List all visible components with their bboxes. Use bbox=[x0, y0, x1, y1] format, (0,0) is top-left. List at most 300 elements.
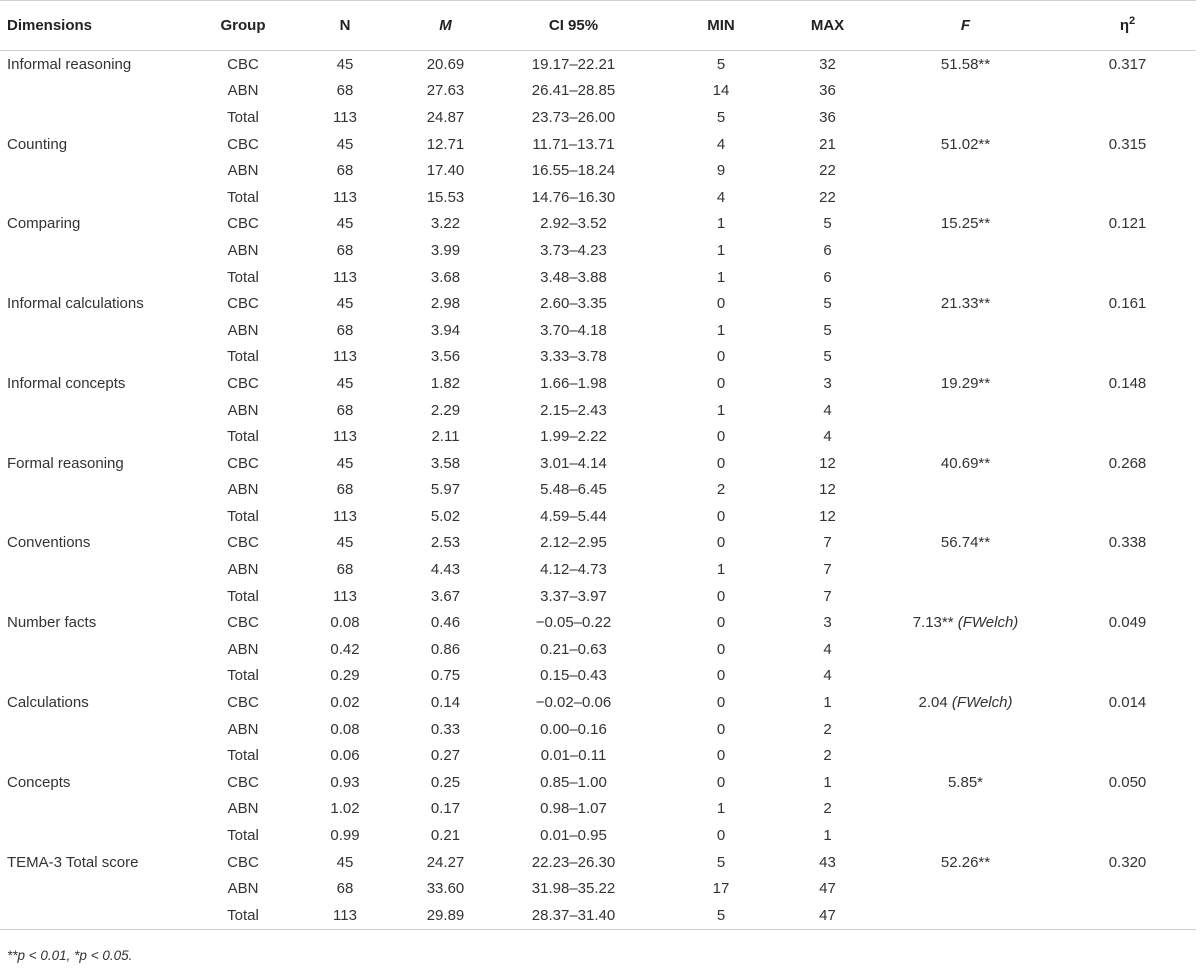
cell-f bbox=[872, 211, 1059, 238]
cell-n: 45 bbox=[336, 534, 354, 552]
cell-group: CBC bbox=[227, 55, 259, 73]
cell-m: 29.89 bbox=[403, 902, 488, 929]
cell-eta: 0.338 bbox=[1108, 534, 1147, 552]
cell-group: Total bbox=[227, 747, 259, 765]
cell-min: 1 bbox=[716, 561, 726, 579]
cell-dimension bbox=[0, 423, 199, 450]
cell-eta bbox=[1059, 663, 1196, 690]
cell-max: 6 bbox=[823, 268, 832, 286]
f-value: 15.25** bbox=[940, 215, 991, 233]
table-row bbox=[0, 51, 1196, 78]
cell-group: CBC bbox=[227, 454, 259, 472]
cell-max: 2 bbox=[823, 800, 832, 818]
cell-max: 21 bbox=[819, 135, 836, 153]
header-eta-superscript: 2 bbox=[1129, 15, 1136, 27]
table-row bbox=[0, 556, 1196, 583]
cell-max: 47 bbox=[819, 880, 836, 898]
cell-m: 5.97 bbox=[430, 481, 461, 499]
cell-n: 68 bbox=[336, 401, 354, 419]
cell-ci: 11.71–13.71 bbox=[532, 135, 615, 153]
cell-m: 1.82 bbox=[430, 374, 461, 392]
cell-min: 5 bbox=[716, 853, 726, 871]
cell-min: 17 bbox=[712, 880, 730, 898]
cell-min: 5 bbox=[659, 902, 783, 929]
header-n: N bbox=[287, 1, 403, 51]
cell-ci: 3.01–4.14 bbox=[540, 454, 607, 472]
cell-dimension bbox=[0, 397, 199, 424]
cell-f bbox=[872, 104, 1059, 131]
cell-min: 0 bbox=[716, 295, 726, 313]
cell-min: 0 bbox=[716, 614, 726, 632]
cell-m: 0.21 bbox=[430, 827, 461, 845]
cell-ci: 0.15–0.43 bbox=[540, 667, 607, 685]
cell-min: 4 bbox=[716, 135, 726, 153]
cell-max: 4 bbox=[823, 640, 832, 658]
cell-n: 68 bbox=[336, 561, 354, 579]
cell-ci: 0.01–0.11 bbox=[540, 747, 607, 765]
cell-max: 4 bbox=[823, 401, 832, 419]
cell-max: 1 bbox=[823, 694, 832, 712]
cell-dimension bbox=[0, 344, 199, 371]
cell-dimension bbox=[0, 742, 199, 769]
cell-min: 0 bbox=[716, 827, 726, 845]
cell-m: 2.53 bbox=[430, 534, 461, 552]
cell-eta: 0.315 bbox=[1108, 135, 1147, 153]
f-note: (FWelch) bbox=[957, 614, 1019, 632]
cell-eta bbox=[1059, 583, 1196, 610]
cell-max: 7 bbox=[823, 534, 832, 552]
cell-n: 113 bbox=[333, 507, 357, 525]
cell-dimension: Formal reasoning bbox=[7, 454, 124, 472]
cell-max: 4 bbox=[823, 667, 832, 685]
cell-min: 0 bbox=[716, 587, 726, 605]
cell-n: 45 bbox=[336, 853, 354, 871]
cell-m: 3.99 bbox=[430, 241, 461, 259]
cell-eta: 0.014 bbox=[1108, 694, 1147, 712]
cell-group: ABN bbox=[227, 401, 259, 419]
table-row bbox=[0, 822, 1196, 849]
table-row bbox=[0, 450, 1196, 477]
cell-f bbox=[872, 477, 1059, 504]
cell-dimension bbox=[0, 237, 199, 264]
cell-min: 4 bbox=[716, 188, 726, 206]
cell-f bbox=[872, 423, 1059, 450]
cell-eta bbox=[1059, 264, 1196, 291]
cell-eta bbox=[1059, 184, 1196, 211]
cell-eta bbox=[1059, 902, 1196, 929]
cell-f bbox=[872, 875, 1059, 902]
cell-dimension: TEMA-3 Total score bbox=[7, 853, 139, 871]
cell-max: 36 bbox=[819, 82, 836, 100]
cell-eta: 0.161 bbox=[1108, 295, 1147, 313]
cell-dimension bbox=[0, 264, 199, 291]
cell-m: 0.75 bbox=[430, 667, 461, 685]
cell-n: 68 bbox=[336, 241, 354, 259]
cell-max: 4 bbox=[823, 428, 832, 446]
cell-max: 22 bbox=[819, 188, 836, 206]
cell-ci: 28.37–31.40 bbox=[488, 902, 659, 929]
cell-ci: 0.01–0.95 bbox=[540, 827, 607, 845]
cell-f bbox=[872, 131, 1059, 158]
table-row bbox=[0, 131, 1196, 158]
cell-n: 113 bbox=[333, 108, 357, 126]
cell-group: Total bbox=[227, 428, 259, 446]
cell-ci: 0.98–1.07 bbox=[540, 800, 607, 818]
cell-max: 12 bbox=[819, 481, 836, 499]
cell-max: 2 bbox=[823, 720, 832, 738]
cell-n: 0.29 bbox=[330, 667, 360, 685]
cell-ci: 0.85–1.00 bbox=[540, 773, 607, 791]
table-row bbox=[0, 317, 1196, 344]
cell-group: ABN bbox=[227, 321, 259, 339]
cell-eta bbox=[1059, 237, 1196, 264]
f-value: 5.85* bbox=[947, 773, 984, 791]
table-row bbox=[0, 477, 1196, 504]
cell-f bbox=[872, 157, 1059, 184]
f-value: 51.58** bbox=[940, 55, 991, 73]
cell-dimension: Counting bbox=[7, 135, 68, 153]
cell-max: 2 bbox=[823, 747, 832, 765]
table-row bbox=[0, 78, 1196, 105]
cell-min: 2 bbox=[716, 481, 726, 499]
cell-min: 1 bbox=[716, 241, 726, 259]
cell-m: 0.25 bbox=[430, 773, 461, 791]
cell-min: 0 bbox=[716, 720, 726, 738]
cell-group: ABN bbox=[227, 561, 259, 579]
cell-n: 68 bbox=[336, 82, 354, 100]
cell-f bbox=[872, 689, 1059, 716]
cell-max: 7 bbox=[823, 587, 832, 605]
cell-ci: 3.33–3.78 bbox=[540, 348, 607, 366]
header-max: MAX bbox=[783, 1, 872, 51]
cell-max: 22 bbox=[819, 162, 836, 180]
cell-dimension bbox=[0, 556, 199, 583]
cell-group: Total bbox=[227, 587, 259, 605]
cell-n: 113 bbox=[333, 188, 357, 206]
cell-eta bbox=[1059, 477, 1196, 504]
cell-n: 0.08 bbox=[330, 614, 360, 632]
cell-group: CBC bbox=[227, 614, 259, 632]
cell-min: 0 bbox=[716, 534, 726, 552]
cell-eta bbox=[1059, 556, 1196, 583]
cell-dimension bbox=[0, 796, 199, 823]
cell-group: ABN bbox=[227, 880, 259, 898]
cell-m: 0.14 bbox=[430, 694, 461, 712]
cell-ci: 26.41–28.85 bbox=[531, 82, 616, 100]
f-value: 40.69** bbox=[940, 454, 991, 472]
cell-ci: 31.98–35.22 bbox=[531, 880, 616, 898]
cell-dimension: Informal concepts bbox=[7, 374, 126, 392]
cell-group: CBC bbox=[227, 694, 259, 712]
cell-eta bbox=[1059, 78, 1196, 105]
cell-max: 5 bbox=[823, 348, 832, 366]
cell-min: 5 bbox=[716, 55, 726, 73]
table-row bbox=[0, 264, 1196, 291]
cell-f bbox=[872, 51, 1059, 78]
f-value: 21.33** bbox=[940, 295, 991, 313]
cell-n: 113 bbox=[333, 428, 357, 446]
cell-dimension bbox=[0, 875, 199, 902]
cell-n: 45 bbox=[336, 295, 354, 313]
cell-group: CBC bbox=[227, 534, 259, 552]
cell-min: 0 bbox=[716, 773, 726, 791]
cell-n: 45 bbox=[336, 454, 354, 472]
cell-min: 1 bbox=[716, 215, 726, 233]
cell-dimension bbox=[0, 477, 199, 504]
cell-n: 113 bbox=[287, 902, 403, 929]
cell-ci: 0.21–0.63 bbox=[540, 640, 607, 658]
cell-min: 1 bbox=[716, 800, 726, 818]
f-value: 2.04 bbox=[918, 694, 948, 712]
cell-min: 0 bbox=[716, 507, 726, 525]
cell-ci: 16.55–18.24 bbox=[531, 162, 616, 180]
cell-eta: 0.317 bbox=[1108, 55, 1147, 73]
cell-ci: 2.92–3.52 bbox=[540, 215, 607, 233]
cell-f bbox=[872, 237, 1059, 264]
cell-dimension bbox=[0, 157, 199, 184]
cell-min: 9 bbox=[716, 162, 726, 180]
cell-m: 20.69 bbox=[426, 55, 465, 73]
table-row bbox=[0, 184, 1196, 211]
cell-m: 3.94 bbox=[430, 321, 461, 339]
cell-eta: 0.268 bbox=[1108, 454, 1147, 472]
cell-max: 32 bbox=[819, 55, 836, 73]
cell-eta: 0.121 bbox=[1108, 215, 1147, 233]
cell-f bbox=[872, 450, 1059, 477]
f-value: 7.13** bbox=[912, 614, 954, 632]
cell-eta bbox=[1059, 397, 1196, 424]
cell-f bbox=[872, 344, 1059, 371]
cell-eta bbox=[1059, 157, 1196, 184]
cell-m: 12.71 bbox=[426, 135, 465, 153]
cell-group: CBC bbox=[227, 853, 259, 871]
cell-f bbox=[872, 902, 1059, 929]
cell-ci: 4.59–5.44 bbox=[540, 507, 607, 525]
cell-group: Total bbox=[227, 827, 259, 845]
cell-dimension: Conventions bbox=[7, 534, 91, 552]
cell-eta bbox=[1059, 875, 1196, 902]
cell-ci: 0.00–0.16 bbox=[540, 720, 607, 738]
table-row bbox=[0, 530, 1196, 557]
cell-min: 0 bbox=[716, 694, 726, 712]
f-value: 52.26** bbox=[940, 853, 991, 871]
cell-max: 5 bbox=[823, 321, 832, 339]
table-row bbox=[0, 769, 1196, 796]
cell-group: ABN bbox=[227, 640, 259, 658]
cell-group: CBC bbox=[227, 295, 259, 313]
header-f: F bbox=[872, 1, 1059, 51]
cell-ci: 3.48–3.88 bbox=[540, 268, 607, 286]
table-body bbox=[0, 51, 1196, 930]
cell-eta bbox=[1059, 344, 1196, 371]
cell-f bbox=[872, 370, 1059, 397]
cell-f bbox=[872, 264, 1059, 291]
cell-eta bbox=[1059, 423, 1196, 450]
cell-group: ABN bbox=[227, 241, 259, 259]
cell-n: 68 bbox=[336, 481, 354, 499]
cell-dimension: Informal calculations bbox=[7, 295, 144, 313]
cell-min: 0 bbox=[716, 374, 726, 392]
header-group: Group bbox=[199, 1, 287, 51]
cell-max: 1 bbox=[823, 773, 832, 791]
table-row bbox=[0, 902, 1196, 929]
cell-dimension bbox=[0, 583, 199, 610]
header-m: M bbox=[403, 1, 488, 51]
cell-ci: 23.73–26.00 bbox=[531, 108, 616, 126]
cell-n: 0.02 bbox=[330, 694, 360, 712]
cell-n: 1.02 bbox=[330, 800, 360, 818]
cell-m: 3.68 bbox=[430, 268, 461, 286]
cell-m: 0.86 bbox=[430, 640, 461, 658]
cell-min: 14 bbox=[712, 82, 730, 100]
cell-f bbox=[872, 503, 1059, 530]
table-row bbox=[0, 849, 1196, 876]
cell-eta bbox=[1059, 503, 1196, 530]
table-row bbox=[0, 344, 1196, 371]
cell-eta: 0.049 bbox=[1108, 614, 1147, 632]
cell-min: 1 bbox=[716, 401, 726, 419]
cell-f bbox=[872, 78, 1059, 105]
cell-ci: −0.02–0.06 bbox=[535, 694, 612, 712]
cell-n: 0.93 bbox=[330, 773, 360, 791]
cell-min: 0 bbox=[716, 348, 726, 366]
cell-group: CBC bbox=[227, 374, 259, 392]
cell-n: 0.42 bbox=[330, 640, 360, 658]
cell-dimension bbox=[0, 503, 199, 530]
cell-ci: −0.05–0.22 bbox=[535, 614, 612, 632]
cell-ci: 19.17–22.21 bbox=[531, 55, 616, 73]
cell-n: 45 bbox=[336, 374, 354, 392]
cell-eta bbox=[1059, 104, 1196, 131]
f-value: 51.02** bbox=[940, 135, 991, 153]
cell-ci: 3.73–4.23 bbox=[540, 241, 607, 259]
cell-f bbox=[872, 556, 1059, 583]
cell-ci: 3.70–4.18 bbox=[540, 321, 607, 339]
cell-eta bbox=[1059, 317, 1196, 344]
cell-n: 0.08 bbox=[330, 720, 360, 738]
cell-max: 47 bbox=[783, 902, 872, 929]
header-min: MIN bbox=[659, 1, 783, 51]
cell-f bbox=[872, 796, 1059, 823]
cell-ci: 14.76–16.30 bbox=[531, 188, 616, 206]
cell-n: 68 bbox=[336, 162, 354, 180]
cell-eta bbox=[1059, 796, 1196, 823]
cell-ci: 2.12–2.95 bbox=[540, 534, 607, 552]
cell-group: ABN bbox=[227, 800, 259, 818]
cell-m: 2.98 bbox=[430, 295, 461, 313]
cell-max: 3 bbox=[823, 614, 832, 632]
cell-dimension: Calculations bbox=[7, 694, 89, 712]
table-row bbox=[0, 157, 1196, 184]
cell-ci: 2.60–3.35 bbox=[540, 295, 607, 313]
cell-n: 45 bbox=[336, 135, 354, 153]
cell-max: 36 bbox=[819, 108, 836, 126]
f-note: (FWelch) bbox=[951, 694, 1013, 712]
cell-min: 1 bbox=[716, 321, 726, 339]
cell-m: 0.17 bbox=[430, 800, 461, 818]
cell-dimension bbox=[0, 822, 199, 849]
cell-m: 0.33 bbox=[430, 720, 461, 738]
cell-group: ABN bbox=[227, 162, 259, 180]
table-row bbox=[0, 689, 1196, 716]
table-row bbox=[0, 237, 1196, 264]
cell-f bbox=[872, 663, 1059, 690]
cell-max: 7 bbox=[823, 561, 832, 579]
table-row bbox=[0, 397, 1196, 424]
cell-dimension bbox=[0, 184, 199, 211]
table-row bbox=[0, 423, 1196, 450]
cell-f bbox=[872, 184, 1059, 211]
cell-f bbox=[872, 290, 1059, 317]
cell-ci: 3.37–3.97 bbox=[540, 587, 607, 605]
cell-max: 6 bbox=[823, 241, 832, 259]
cell-f bbox=[872, 530, 1059, 557]
cell-f bbox=[872, 849, 1059, 876]
cell-eta bbox=[1059, 636, 1196, 663]
cell-f bbox=[872, 583, 1059, 610]
cell-min: 1 bbox=[716, 268, 726, 286]
cell-min: 5 bbox=[716, 108, 726, 126]
cell-f bbox=[872, 636, 1059, 663]
cell-max: 12 bbox=[819, 454, 836, 472]
cell-group: Total bbox=[227, 507, 259, 525]
cell-dimension bbox=[0, 317, 199, 344]
cell-f bbox=[872, 769, 1059, 796]
f-value: 56.74** bbox=[940, 534, 991, 552]
cell-ci: 22.23–26.30 bbox=[531, 853, 616, 871]
table-row bbox=[0, 211, 1196, 238]
cell-m: 5.02 bbox=[430, 507, 461, 525]
cell-max: 43 bbox=[819, 853, 836, 871]
cell-n: 0.06 bbox=[330, 747, 360, 765]
cell-ci: 1.66–1.98 bbox=[540, 374, 607, 392]
cell-dimension: Number facts bbox=[7, 614, 97, 632]
cell-n: 113 bbox=[333, 587, 357, 605]
cell-n: 113 bbox=[333, 268, 357, 286]
cell-group: CBC bbox=[227, 215, 259, 233]
cell-n: 45 bbox=[336, 215, 354, 233]
cell-min: 0 bbox=[716, 747, 726, 765]
cell-n: 45 bbox=[336, 55, 354, 73]
cell-f bbox=[872, 609, 1059, 636]
cell-eta: 0.050 bbox=[1108, 773, 1147, 791]
header-dimensions: Dimensions bbox=[0, 1, 199, 51]
cell-dimension bbox=[0, 716, 199, 743]
cell-group: Total bbox=[227, 268, 259, 286]
cell-group: ABN bbox=[227, 481, 259, 499]
cell-max: 3 bbox=[823, 374, 832, 392]
cell-m: 15.53 bbox=[426, 188, 465, 206]
cell-m: 2.29 bbox=[430, 401, 461, 419]
table-row bbox=[0, 609, 1196, 636]
header-eta bbox=[1059, 1, 1196, 51]
cell-group: ABN bbox=[227, 720, 259, 738]
cell-m: 2.11 bbox=[431, 428, 460, 446]
cell-eta bbox=[1059, 822, 1196, 849]
cell-f bbox=[872, 742, 1059, 769]
cell-f bbox=[872, 716, 1059, 743]
cell-f bbox=[872, 822, 1059, 849]
cell-dimension: Informal reasoning bbox=[7, 55, 132, 73]
cell-max: 1 bbox=[823, 827, 832, 845]
cell-n: 113 bbox=[333, 348, 357, 366]
header-ci: CI 95% bbox=[488, 1, 659, 51]
cell-max: 5 bbox=[823, 215, 832, 233]
cell-dimension: Comparing bbox=[7, 215, 81, 233]
table-row bbox=[0, 875, 1196, 902]
table-row bbox=[0, 716, 1196, 743]
cell-n: 0.99 bbox=[330, 827, 360, 845]
